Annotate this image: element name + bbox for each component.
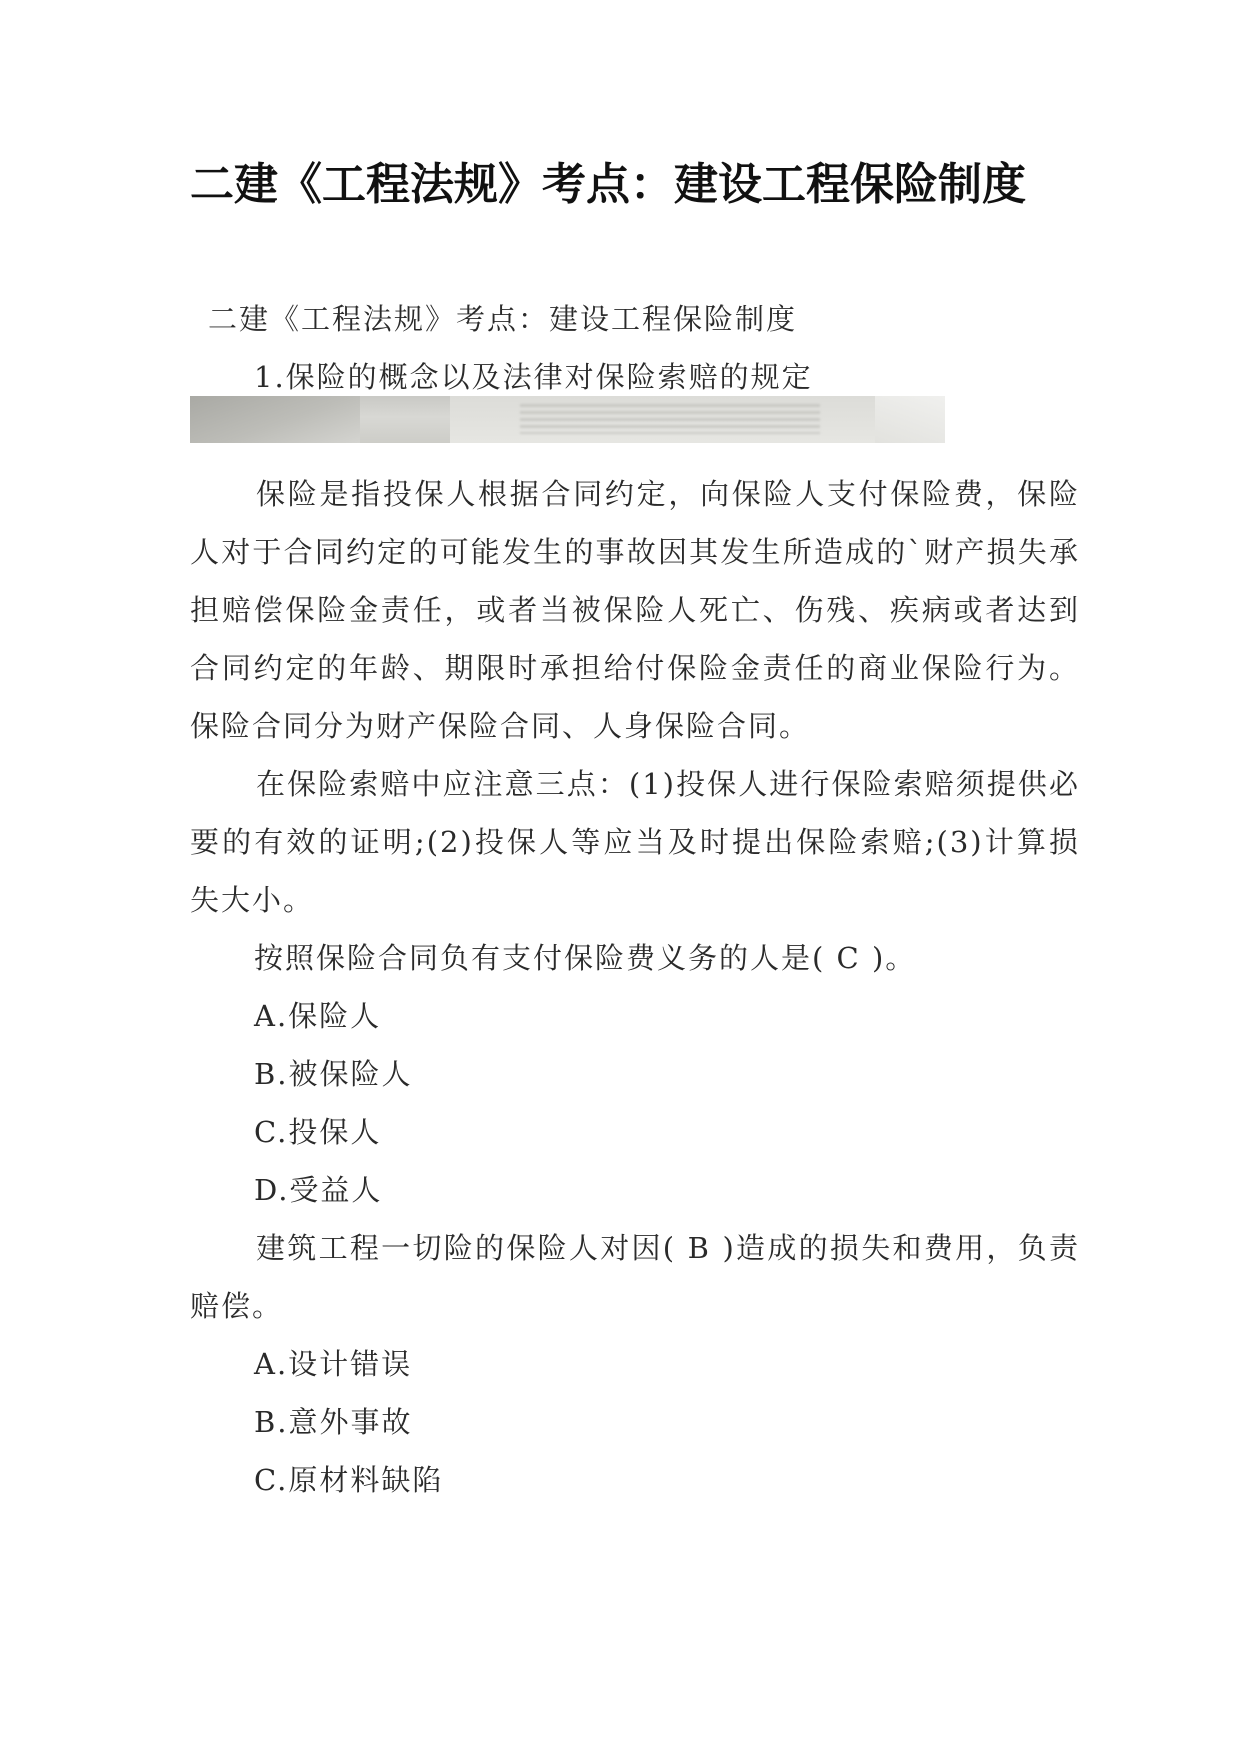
document-body-main: [190, 465, 1080, 1509]
question-1-option-b: B.被保险人: [254, 1057, 413, 1091]
question-2-option-b: B.意外事故: [254, 1405, 413, 1439]
section-heading: 1.保险的概念以及法律对保险索赔的规定: [254, 360, 813, 394]
question-1-stem: 按照保险合同负有支付保险费义务的人是( C )。: [254, 941, 917, 975]
question-1-option-c: C.投保人: [254, 1115, 382, 1149]
paragraph-claims: 在保险索赔中应注意三点：(1)投保人进行保险索赔须提供必要的有效的证明;(2)投保人等应当及时提出保险索赔;(3)计算损失大小。: [190, 767, 1080, 917]
paragraph-definition: 保险是指投保人根据合同约定，向保险人支付保险费，保险人对于合同约定的可能发生的事故因其发生所造成的`财产损失承担赔偿保险金责任，或者当被保险人死亡、伤残、疾病或者达到合同约定的年龄、期限时承担给付保险金责任的商业保险行为。保险合同分为财产保险合同、人身保险合同。: [190, 477, 1080, 743]
question-2-option-a: A.设计错误: [254, 1347, 413, 1381]
photo-corner: [875, 396, 945, 443]
question-2-stem: 建筑工程一切险的保险人对因( B )造成的损失和费用，负责赔偿。: [190, 1231, 1080, 1323]
document-body: [190, 290, 1080, 406]
question-1-option-d: D.受益人: [254, 1173, 383, 1207]
question-1-option-a: A.保险人: [254, 999, 382, 1033]
embedded-photo-strip: [190, 396, 945, 443]
document-subtitle: 二建《工程法规》考点：建设工程保险制度: [208, 302, 798, 336]
document-title: 二建《工程法规》考点：建设工程保险制度: [190, 159, 1026, 210]
photo-blurred-text: [520, 404, 820, 434]
question-2-option-c: C.原材料缺陷: [254, 1463, 444, 1497]
photo-shadow: [190, 396, 360, 443]
